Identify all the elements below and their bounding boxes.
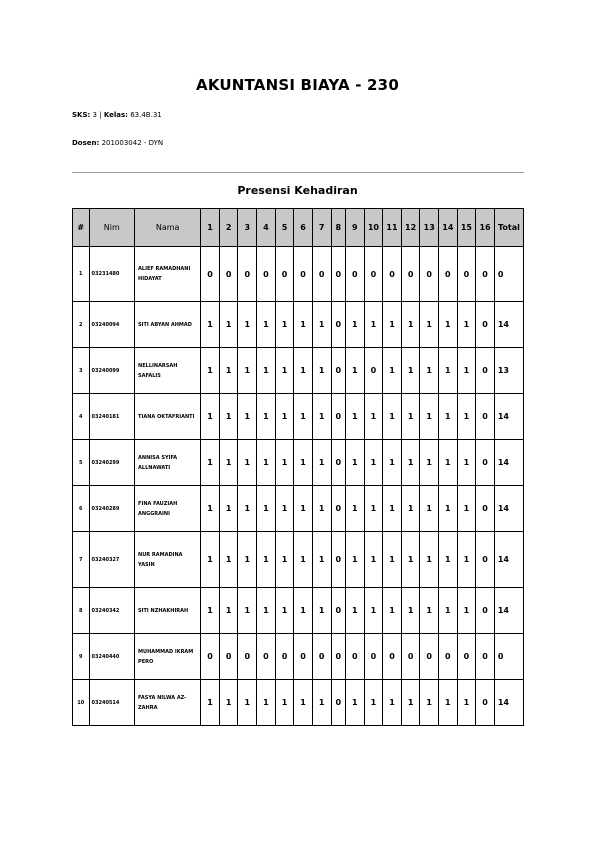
attendance-cell: 1 — [439, 532, 458, 588]
column-header: 8 — [331, 209, 345, 247]
attendance-cell: 1 — [201, 440, 220, 486]
attendance-cell: 1 — [201, 588, 220, 634]
attendance-cell: 1 — [420, 680, 439, 726]
column-header: 3 — [238, 209, 257, 247]
attendance-cell: 1 — [238, 588, 257, 634]
student-nim: 03240094 — [89, 302, 135, 348]
student-nim: 03240327 — [89, 532, 135, 588]
attendance-cell: 1 — [345, 348, 364, 394]
attendance-cell: 1 — [257, 588, 276, 634]
table-row — [73, 247, 524, 302]
attendance-cell: 0 — [219, 634, 238, 680]
attendance-cell: 0 — [476, 440, 495, 486]
attendance-cell: 1 — [383, 394, 402, 440]
attendance-cell: 1 — [238, 532, 257, 588]
attendance-cell: 1 — [345, 486, 364, 532]
attendance-cell: 1 — [201, 348, 220, 394]
attendance-cell: 1 — [364, 302, 383, 348]
attendance-cell: 1 — [457, 532, 476, 588]
column-header: 11 — [383, 209, 402, 247]
attendance-cell: 1 — [312, 680, 331, 726]
divider — [72, 172, 524, 173]
document-title: AKUNTANSI BIAYA - 230 — [196, 76, 399, 94]
column-header: 9 — [345, 209, 364, 247]
attendance-cell: 0 — [331, 486, 345, 532]
attendance-cell: 1 — [420, 302, 439, 348]
attendance-cell: 1 — [383, 440, 402, 486]
total-cell: 14 — [494, 394, 523, 440]
attendance-cell: 1 — [457, 394, 476, 440]
attendance-cell: 0 — [257, 634, 276, 680]
attendance-cell: 1 — [439, 486, 458, 532]
kelas-label: Kelas: — [103, 111, 128, 119]
attendance-cell: 1 — [294, 588, 313, 634]
attendance-cell: 1 — [294, 348, 313, 394]
attendance-cell: 0 — [312, 634, 331, 680]
attendance-cell: 1 — [294, 302, 313, 348]
attendance-cell: 1 — [383, 486, 402, 532]
attendance-cell: 1 — [201, 302, 220, 348]
table-row — [73, 440, 524, 486]
attendance-cell: 0 — [331, 348, 345, 394]
attendance-cell: 1 — [219, 486, 238, 532]
attendance-cell: 1 — [312, 440, 331, 486]
attendance-cell: 0 — [401, 634, 420, 680]
row-number: 6 — [73, 486, 90, 532]
column-header: Nama — [135, 209, 201, 247]
column-header: 4 — [257, 209, 276, 247]
table-header-row — [73, 209, 524, 247]
attendance-cell: 1 — [257, 440, 276, 486]
attendance-cell: 1 — [345, 440, 364, 486]
total-cell: 14 — [494, 302, 523, 348]
attendance-cell: 0 — [331, 532, 345, 588]
attendance-cell: 1 — [238, 440, 257, 486]
attendance-cell: 1 — [457, 588, 476, 634]
attendance-cell: 1 — [238, 680, 257, 726]
attendance-cell: 1 — [401, 394, 420, 440]
student-nim: 03240299 — [89, 440, 135, 486]
row-number: 2 — [73, 302, 90, 348]
table-row — [73, 680, 524, 726]
attendance-cell: 1 — [275, 680, 294, 726]
row-number: 5 — [73, 440, 90, 486]
attendance-cell: 1 — [345, 532, 364, 588]
attendance-cell: 0 — [420, 634, 439, 680]
attendance-cell: 1 — [420, 588, 439, 634]
column-header: # — [73, 209, 90, 247]
attendance-cell: 1 — [383, 532, 402, 588]
attendance-cell: 1 — [312, 348, 331, 394]
attendance-cell: 1 — [275, 302, 294, 348]
student-name: FINA FAUZIAH ANGGRAINI — [135, 486, 201, 532]
row-number: 9 — [73, 634, 90, 680]
attendance-cell: 1 — [275, 486, 294, 532]
student-name: ANNISA SYIFA ALLNAWATI — [135, 440, 201, 486]
attendance-cell: 1 — [294, 394, 313, 440]
attendance-cell: 1 — [345, 394, 364, 440]
attendance-cell: 1 — [312, 302, 331, 348]
attendance-cell: 1 — [420, 486, 439, 532]
dosen-label: Dosen: — [72, 139, 100, 147]
attendance-cell: 1 — [439, 302, 458, 348]
attendance-cell: 1 — [364, 680, 383, 726]
attendance-cell: 1 — [457, 486, 476, 532]
table-row — [73, 394, 524, 440]
table-row — [73, 588, 524, 634]
attendance-cell: 1 — [457, 440, 476, 486]
table-row — [73, 302, 524, 348]
student-name: TIANA OKTAFRIANTI — [135, 394, 201, 440]
attendance-cell: 1 — [275, 348, 294, 394]
attendance-cell: 1 — [312, 588, 331, 634]
attendance-cell: 0 — [383, 247, 402, 302]
student-name: FASYA NILWA AZ-ZAHRA — [135, 680, 201, 726]
attendance-cell: 0 — [364, 634, 383, 680]
attendance-cell: 0 — [201, 634, 220, 680]
attendance-cell: 1 — [275, 588, 294, 634]
attendance-cell: 1 — [294, 486, 313, 532]
attendance-cell: 1 — [238, 394, 257, 440]
row-number: 4 — [73, 394, 90, 440]
sks-label: SKS: — [72, 111, 91, 119]
attendance-cell: 1 — [364, 588, 383, 634]
student-name: SITI ABYAN AHMAD — [135, 302, 201, 348]
attendance-cell: 0 — [457, 634, 476, 680]
attendance-cell: 0 — [476, 532, 495, 588]
attendance-cell: 1 — [219, 680, 238, 726]
attendance-cell: 1 — [439, 680, 458, 726]
attendance-cell: 0 — [294, 247, 313, 302]
attendance-cell: 1 — [401, 486, 420, 532]
attendance-table — [72, 208, 524, 726]
student-nim: 03240289 — [89, 486, 135, 532]
attendance-cell: 1 — [401, 680, 420, 726]
total-cell: 14 — [494, 440, 523, 486]
table-row — [73, 486, 524, 532]
attendance-cell: 0 — [331, 588, 345, 634]
student-nim: 03240099 — [89, 348, 135, 394]
total-cell: 14 — [494, 532, 523, 588]
attendance-cell: 1 — [201, 486, 220, 532]
row-number: 1 — [73, 247, 90, 302]
attendance-cell: 0 — [383, 634, 402, 680]
table-row — [73, 348, 524, 394]
attendance-cell: 1 — [219, 394, 238, 440]
attendance-cell: 0 — [476, 394, 495, 440]
attendance-cell: 0 — [219, 247, 238, 302]
attendance-cell: 0 — [420, 247, 439, 302]
table-row — [73, 634, 524, 680]
attendance-cell: 0 — [257, 247, 276, 302]
student-name: SITI NZHAKHIRAH — [135, 588, 201, 634]
column-header: 2 — [219, 209, 238, 247]
attendance-cell: 1 — [457, 680, 476, 726]
student-name: NELLINARSAH SAFALIS — [135, 348, 201, 394]
attendance-cell: 0 — [439, 634, 458, 680]
attendance-cell: 1 — [439, 588, 458, 634]
attendance-cell: 0 — [345, 634, 364, 680]
attendance-cell: 0 — [364, 247, 383, 302]
total-cell: 0 — [494, 247, 523, 302]
attendance-cell: 1 — [457, 348, 476, 394]
attendance-cell: 1 — [345, 588, 364, 634]
attendance-cell: 1 — [219, 348, 238, 394]
column-header: 1 — [201, 209, 220, 247]
attendance-cell: 1 — [238, 486, 257, 532]
column-header: 5 — [275, 209, 294, 247]
student-name: NUR RAMADINA YASIN — [135, 532, 201, 588]
total-cell: 14 — [494, 588, 523, 634]
attendance-cell: 1 — [364, 532, 383, 588]
table-body — [73, 247, 524, 726]
column-header: Total — [494, 209, 523, 247]
attendance-cell: 1 — [401, 588, 420, 634]
table-row — [73, 532, 524, 588]
attendance-cell: 1 — [312, 394, 331, 440]
attendance-cell: 1 — [401, 532, 420, 588]
attendance-cell: 1 — [439, 440, 458, 486]
attendance-cell: 1 — [257, 348, 276, 394]
column-header: Nim — [89, 209, 135, 247]
attendance-cell: 0 — [457, 247, 476, 302]
attendance-cell: 1 — [201, 394, 220, 440]
attendance-cell: 0 — [331, 394, 345, 440]
kelas-value: 63.4B.31 — [130, 111, 162, 119]
attendance-cell: 0 — [331, 302, 345, 348]
column-header: 14 — [439, 209, 458, 247]
attendance-cell: 1 — [364, 394, 383, 440]
attendance-cell: 1 — [294, 680, 313, 726]
attendance-cell: 0 — [238, 247, 257, 302]
attendance-cell: 1 — [420, 440, 439, 486]
attendance-cell: 1 — [364, 440, 383, 486]
attendance-cell: 1 — [345, 302, 364, 348]
attendance-cell: 0 — [476, 588, 495, 634]
attendance-cell: 0 — [476, 348, 495, 394]
attendance-cell: 1 — [457, 302, 476, 348]
student-nim: 03240514 — [89, 680, 135, 726]
attendance-cell: 0 — [476, 634, 495, 680]
attendance-cell: 1 — [439, 348, 458, 394]
total-cell: 13 — [494, 348, 523, 394]
attendance-cell: 1 — [420, 348, 439, 394]
attendance-cell: 0 — [364, 348, 383, 394]
sks-value: 3 — [92, 111, 98, 119]
attendance-cell: 1 — [364, 486, 383, 532]
attendance-cell: 0 — [439, 247, 458, 302]
attendance-cell: 1 — [219, 588, 238, 634]
attendance-cell: 1 — [257, 680, 276, 726]
column-header: 16 — [476, 209, 495, 247]
attendance-cell: 0 — [294, 634, 313, 680]
attendance-cell: 1 — [420, 394, 439, 440]
attendance-cell: 0 — [331, 247, 345, 302]
attendance-cell: 1 — [257, 302, 276, 348]
attendance-cell: 0 — [476, 680, 495, 726]
attendance-cell: 1 — [257, 394, 276, 440]
attendance-cell: 0 — [275, 247, 294, 302]
attendance-cell: 1 — [401, 440, 420, 486]
column-header: 7 — [312, 209, 331, 247]
row-number: 8 — [73, 588, 90, 634]
attendance-cell: 1 — [219, 440, 238, 486]
attendance-cell: 0 — [238, 634, 257, 680]
attendance-cell: 1 — [383, 680, 402, 726]
total-cell: 0 — [494, 634, 523, 680]
student-nim: 03240440 — [89, 634, 135, 680]
attendance-cell: 1 — [294, 532, 313, 588]
attendance-cell: 1 — [275, 394, 294, 440]
attendance-cell: 0 — [476, 302, 495, 348]
attendance-cell: 0 — [331, 440, 345, 486]
attendance-cell: 1 — [238, 302, 257, 348]
attendance-cell: 1 — [383, 588, 402, 634]
column-header: 10 — [364, 209, 383, 247]
attendance-cell: 1 — [238, 348, 257, 394]
row-number: 7 — [73, 532, 90, 588]
attendance-cell: 1 — [275, 440, 294, 486]
attendance-cell: 1 — [201, 680, 220, 726]
total-cell: 14 — [494, 486, 523, 532]
attendance-cell: 1 — [345, 680, 364, 726]
section-title: Presensi Kehadiran — [237, 184, 358, 197]
attendance-cell: 1 — [219, 302, 238, 348]
column-header: 15 — [457, 209, 476, 247]
attendance-cell: 0 — [476, 247, 495, 302]
attendance-cell: 1 — [294, 440, 313, 486]
attendance-cell: 0 — [201, 247, 220, 302]
attendance-cell: 1 — [439, 394, 458, 440]
column-header: 6 — [294, 209, 313, 247]
attendance-cell: 1 — [312, 486, 331, 532]
student-name: MUHAMMAD IKRAM PERO — [135, 634, 201, 680]
attendance-cell: 1 — [383, 348, 402, 394]
separator: | — [99, 111, 102, 119]
column-header: 12 — [401, 209, 420, 247]
row-number: 10 — [73, 680, 90, 726]
attendance-cell: 1 — [420, 532, 439, 588]
student-nim: 03231480 — [89, 247, 135, 302]
attendance-cell: 1 — [383, 302, 402, 348]
student-nim: 03240342 — [89, 588, 135, 634]
column-header: 13 — [420, 209, 439, 247]
total-cell: 14 — [494, 680, 523, 726]
attendance-cell: 1 — [219, 532, 238, 588]
dosen-value: 201003042 - DYN — [101, 139, 164, 147]
attendance-cell: 0 — [401, 247, 420, 302]
attendance-cell: 1 — [201, 532, 220, 588]
row-number: 3 — [73, 348, 90, 394]
attendance-cell: 0 — [345, 247, 364, 302]
lecturer-info — [72, 139, 163, 147]
student-name: ALIEF RAMADHANI HIDAYAT — [135, 247, 201, 302]
class-info — [72, 111, 162, 119]
attendance-cell: 1 — [401, 348, 420, 394]
attendance-cell: 1 — [257, 532, 276, 588]
attendance-cell: 1 — [257, 486, 276, 532]
attendance-cell: 0 — [331, 634, 345, 680]
attendance-cell: 1 — [275, 532, 294, 588]
attendance-cell: 0 — [331, 680, 345, 726]
attendance-cell: 0 — [476, 486, 495, 532]
attendance-cell: 1 — [312, 532, 331, 588]
student-nim: 03240181 — [89, 394, 135, 440]
attendance-cell: 0 — [275, 634, 294, 680]
attendance-cell: 0 — [312, 247, 331, 302]
attendance-cell: 1 — [401, 302, 420, 348]
